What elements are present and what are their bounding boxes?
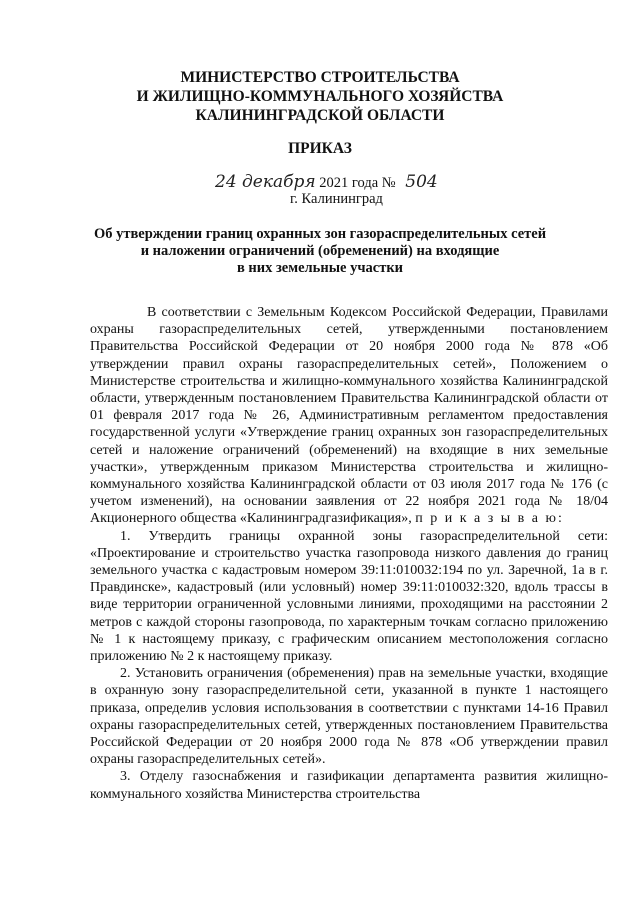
preamble-text: В соответствии с Земельным Кодексом Российской Федерации, Правилами охраны газораспределительных сетей, утвержденными постановлением Правительства Российской Федерации от 20 ноября 2000 года № 878 «Об утверждении правил охраны газораспределительных сетей», Положением о Министерстве строительства и жилищно-коммунального хозяйства Калининградской области, утвержденным постановлением Правительства Калининградской области от 01 февраля 2017 года № 26, Административным регламентом предоставления государственной услуги «Утверждение границ охранных зон газораспределительных сетей и наложение ограничений (обременений) на входящие в них земельные участки», утвержденным приказом Министерства строительства и жилищно-коммунального хозяйства Калининградской области от 03 июля 2017 года № 176 (с учетом изменений), на основании заявления от 22 ноября 2021 года № 18/04 Акционерного общества «Калининградгазификация», <box>90 305 608 527</box>
order-city: г. Калининград <box>290 191 383 207</box>
order-item-1: 1. Утвердить границы охранной зоны газораспределительной сети: «Проектирование и строительство участка газопровода низкого давления до границ земельного участка с кадастровым номером 39:11:010032:194 по ул. Заречной, 1а в г. Правдинске», кадастровый (или условный) номер 39:11:010032:320, вдоль трассы в виде территории ограниченной условными линиями, проходящими на расстоянии 2 метров с каждой стороны газопровода, по характерным точкам согласно приложению № 1 к настоящему приказу, с графическим описанием местоположения согласно приложению № 2 к настоящему приказу. <box>90 528 608 665</box>
subject-line-3: в них земельные участки <box>236 260 404 276</box>
order-year-text: 2021 года № <box>319 175 396 191</box>
order-subject <box>0 226 640 277</box>
order-body <box>90 304 608 803</box>
subject-line-1: Об утверждении границ охранных зон газораспределительных сетей <box>93 226 547 242</box>
handwritten-date: 24 декабря <box>215 172 316 192</box>
handwritten-order-number: 504 <box>405 172 438 192</box>
ministry-line-3: КАЛИНИНГРАДСКОЙ ОБЛАСТИ <box>195 107 445 124</box>
ministry-line-1: МИНИСТЕРСТВО СТРОИТЕЛЬСТВА <box>180 69 460 86</box>
ministry-header <box>0 68 640 125</box>
order-item-3: 3. Отделу газоснабжения и газификации департамента развития жилищно-коммунального хозяйства Министерства строительства <box>90 769 608 802</box>
ministry-line-2: И ЖИЛИЩНО-КОММУНАЛЬНОГО ХОЗЯЙСТВА <box>136 88 504 105</box>
document-type-title: ПРИКАЗ <box>288 140 352 157</box>
order-item-2: 2. Установить ограничения (обременения) прав на земельные участки, входящие в охранную зону газораспределительной сети, указанной в пункте 1 настоящего приказа, определив условия использования в соответствии с пунктами 14-16 Правил охраны газораспределительных сетей, утвержденных постановлением Правительства Российской Федерации от 20 ноября 2000 года № 878 «Об утверждении правил охраны газораспределительных сетей». <box>90 666 608 768</box>
order-directive: п р и к а з ы в а ю: <box>415 511 564 527</box>
order-date-line <box>215 172 438 192</box>
preamble-paragraph <box>90 304 608 528</box>
subject-line-2: и наложении ограничений (обременений) на входящие <box>140 243 500 259</box>
